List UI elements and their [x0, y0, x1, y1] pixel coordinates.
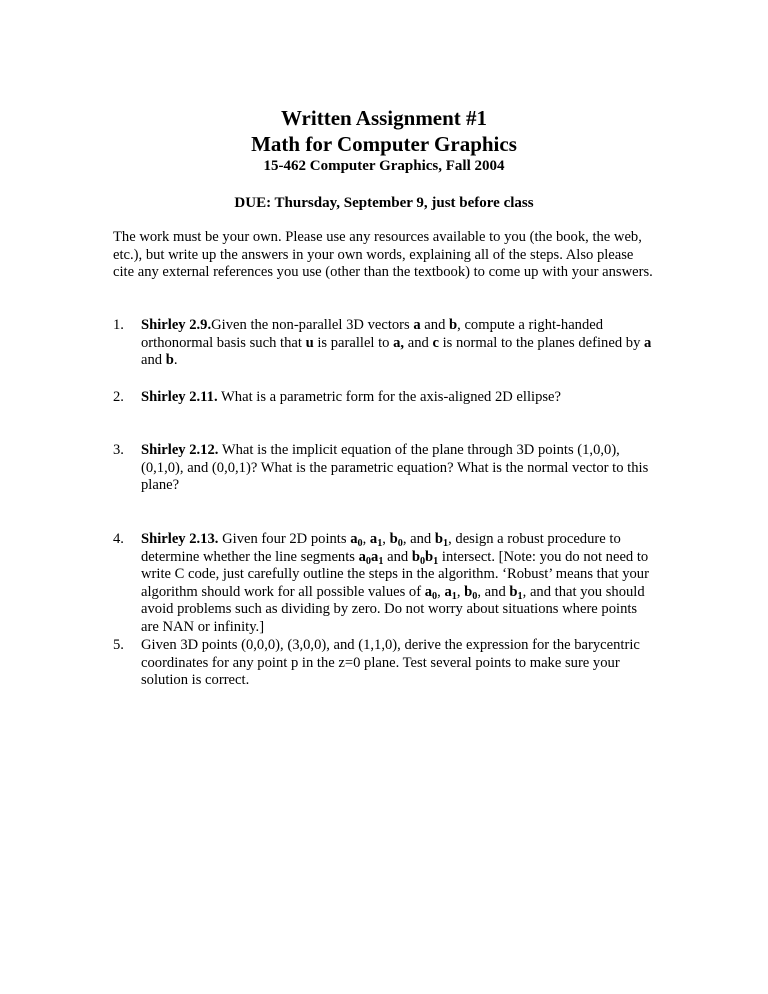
due-date: DUE: Thursday, September 9, just before class [234, 195, 534, 211]
question-text: Shirley 2.12. What is the implicit equation of the plane through 3D points (1,0,0), (0,1,0), and (0,0,1)? What is the parametric equation? What is the normal vector to this plane? [141, 442, 649, 493]
assignment-title: Written Assignment #1 [280, 106, 488, 130]
intro-paragraph: The work must be your own. Please use any resources available to you (the book, the web, etc.), but write up the answers in your own words, explaining all of the steps. Also please cite any external references you use (other than the textbook) to come up with your answers. [113, 229, 653, 280]
question-5 [113, 637, 658, 690]
question-4 [113, 531, 658, 636]
question-number: 3. [113, 442, 124, 458]
assignment-subject: Math for Computer Graphics [251, 132, 517, 156]
course-line: 15-462 Computer Graphics, Fall 2004 [263, 158, 505, 174]
question-number: 1. [113, 317, 124, 333]
question-text: Given 3D points (0,0,0), (3,0,0), and (1,1,0), derive the expression for the barycentric coordinates for any point p in the z=0 plane. Test several points to make sure your solution is correct. [141, 637, 640, 688]
question-source: Shirley 2.11. [141, 389, 218, 405]
question-text: Shirley 2.13. Given four 2D points $a_0$, $a_1$, $b_0$, and $b_1$, design a robust procedure to determine whether the line segments $a_0a_1$ and $b_0b_1$ intersect. [Note: you do not need to write C code, just carefully outline the steps in the algorithm. ‘Robust’ means that your algorithm should work for all possible values of $a_0$, $a_1$, $b_0$, and $b_1$, and that you should avoid problems such as dividing by zero. Do not worry about situations where points are NAN or infinity.] [141, 531, 649, 635]
question-source: Shirley 2.13. [141, 531, 219, 547]
question-number: 2. [113, 389, 124, 405]
question-source: Shirley 2.9. [141, 317, 212, 333]
question-text: Shirley 2.11. What is a parametric form for the axis-aligned 2D ellipse? [141, 389, 561, 405]
question-source: Shirley 2.12. [141, 442, 219, 458]
question-1 [113, 317, 658, 370]
question-3 [113, 442, 658, 495]
question-2 [113, 389, 658, 407]
question-number: 4. [113, 531, 124, 547]
question-number: 5. [113, 637, 124, 653]
question-text: Shirley 2.9.Given the non-parallel 3D vectors a and b, compute a right-handed orthonormal basis such that u is parallel to a, and c is normal to the planes defined by a and b. [141, 317, 652, 368]
